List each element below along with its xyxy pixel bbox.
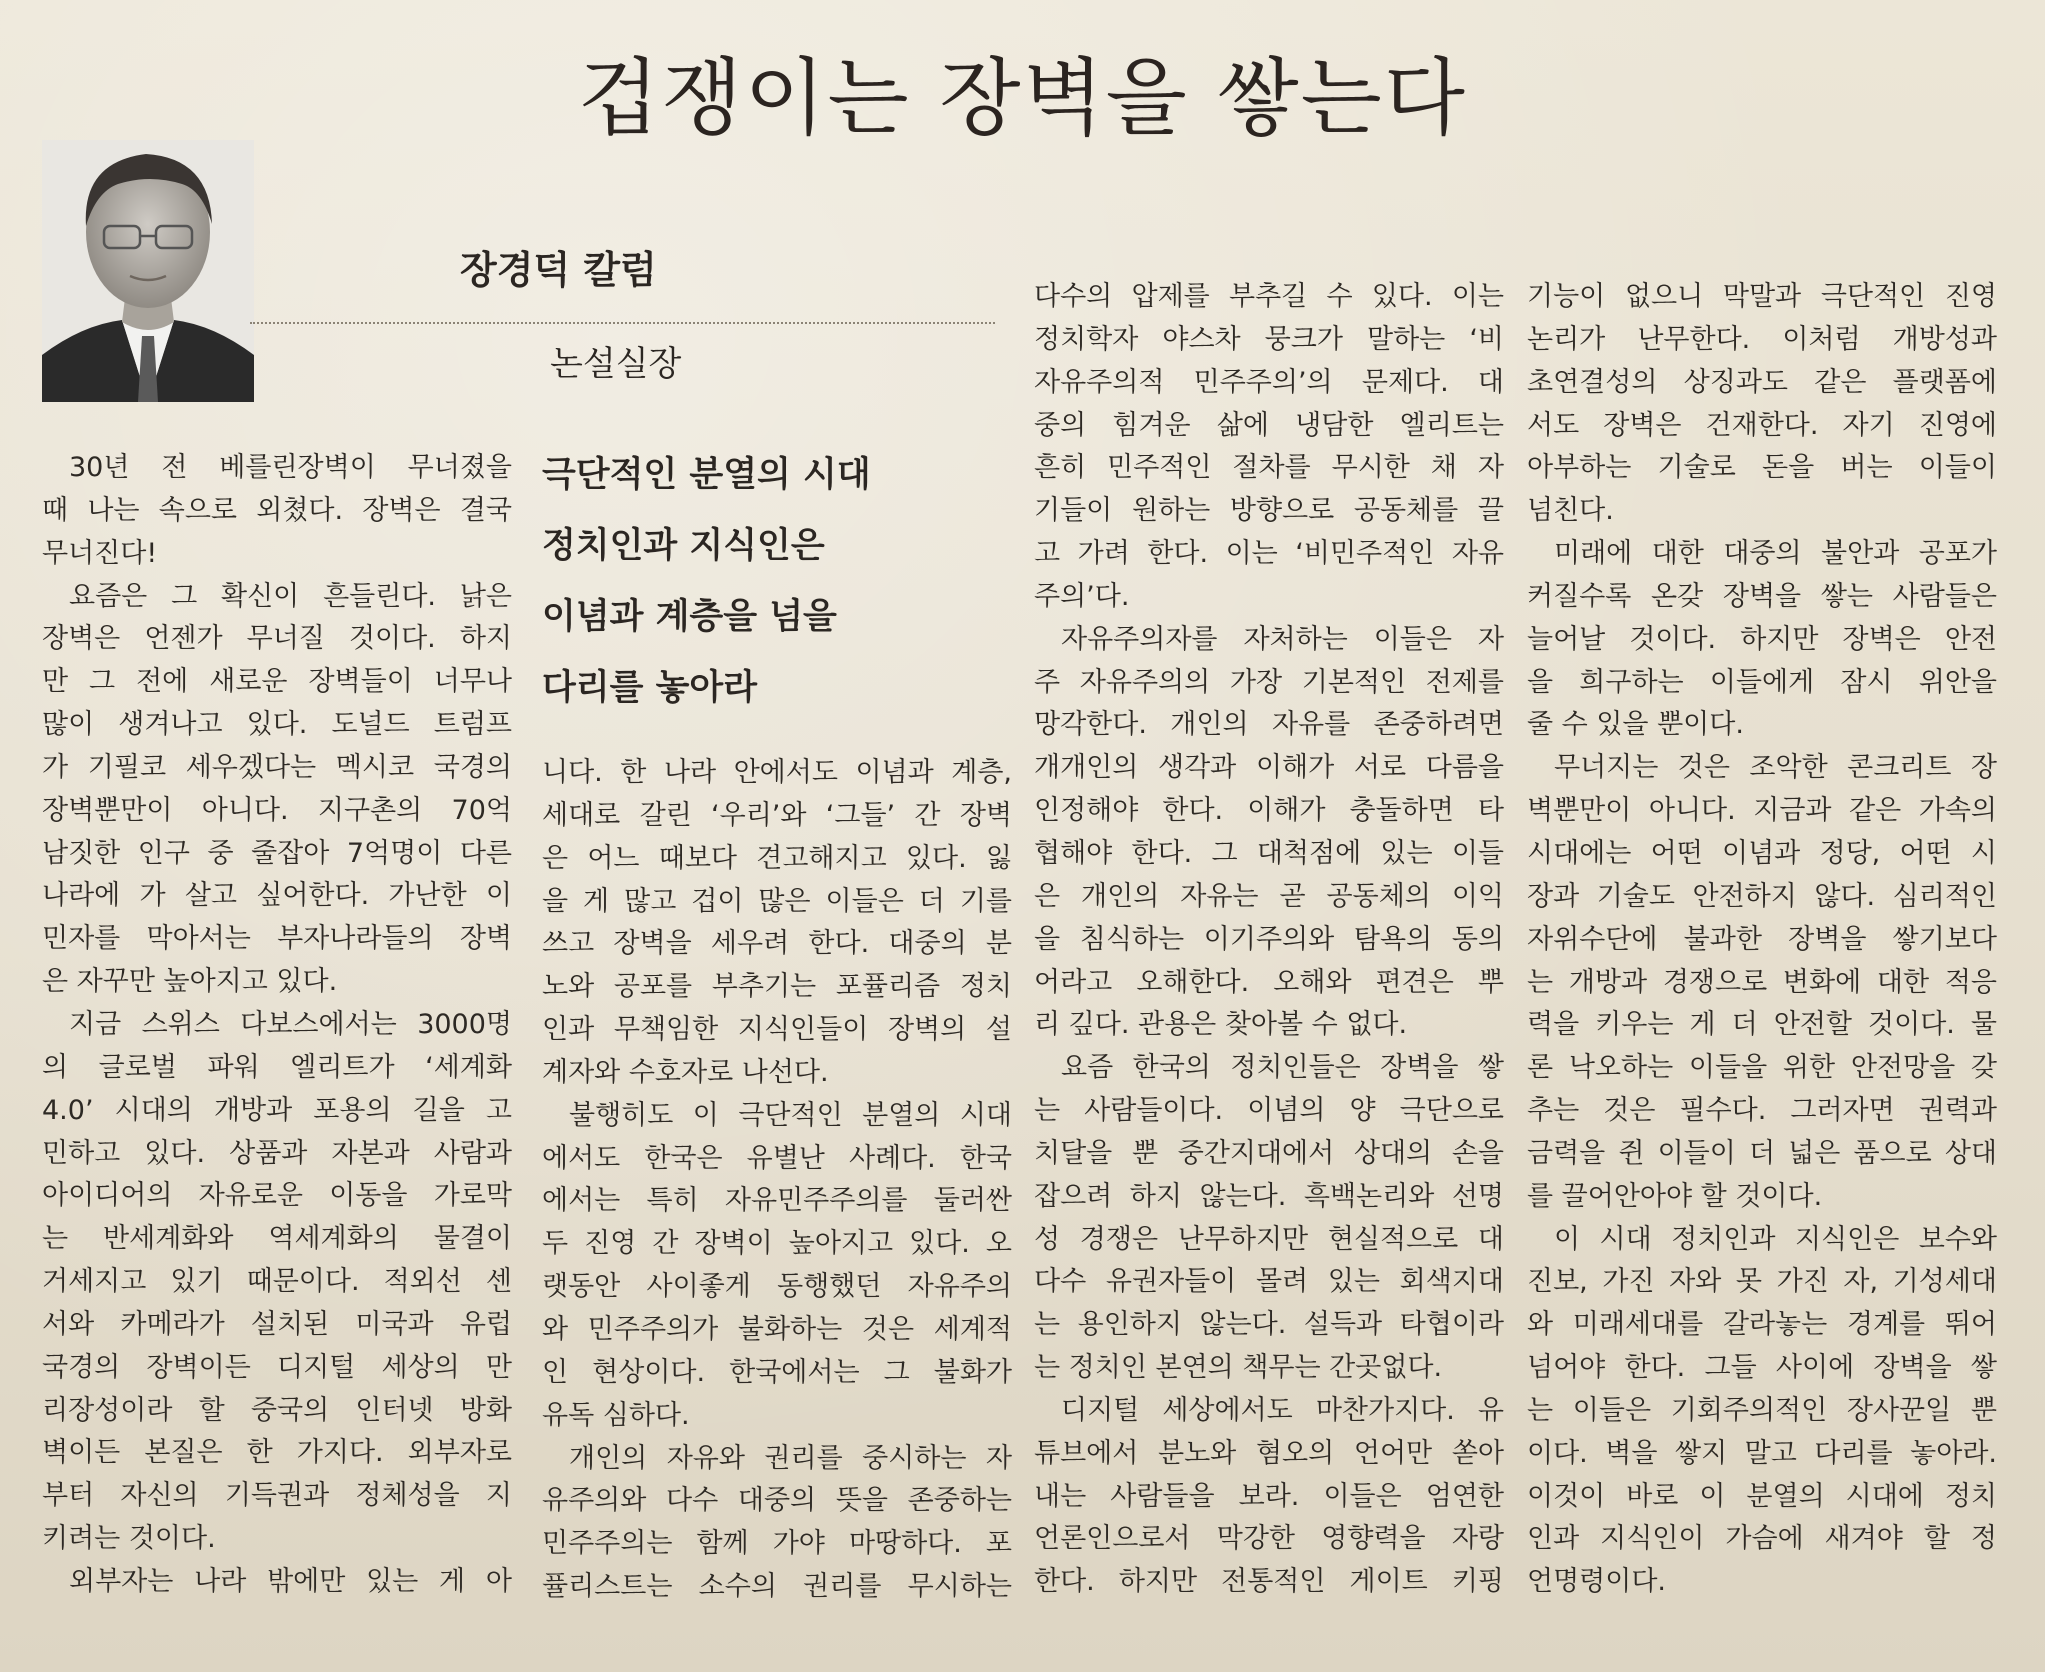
article-line	[1527, 704, 1997, 747]
article-line-text: 요즘은 그 확신이 흔들린다. 낡은	[69, 580, 512, 612]
article-line	[1527, 447, 1997, 490]
article-line	[1034, 1047, 1504, 1090]
article-line	[42, 576, 512, 619]
article-line-text: 아부하는 기술로 돈을 버는 이들이	[1527, 452, 1997, 484]
article-line	[542, 1052, 1012, 1095]
article-line-text: 에서도 한국은 유별난 사례다. 한국	[542, 1142, 1012, 1174]
article-line-text: 커질수록 온갖 장벽을 쌓는 사람들은	[1527, 580, 1997, 612]
article-line-text: 를 끌어안아야 할 것이다.	[1527, 1180, 1823, 1212]
article-line	[42, 747, 512, 790]
article-line	[1034, 876, 1504, 919]
article-line-text: 주의’다.	[1034, 580, 1130, 612]
article-line	[542, 838, 1012, 881]
article-line-text: 인정해야 한다. 이해가 충돌하면 타	[1034, 795, 1504, 827]
article-line-text: 고 가려 한다. 이는 ‘비민주적인 자유	[1034, 538, 1504, 570]
article-line	[1527, 1261, 1997, 1304]
article-line-text: 벽뿐만이 아니다. 지금과 같은 가속의	[1527, 795, 1997, 827]
article-line	[42, 1047, 512, 1090]
article-line	[42, 961, 512, 1004]
article-line-text: 금력을 쥔 이들이 더 넓은 품으로 상대	[1527, 1137, 1997, 1169]
article-line	[42, 1175, 512, 1218]
article-line	[1034, 1133, 1504, 1176]
article-line-text: 추는 것은 필수다. 그러자면 권력과	[1527, 1095, 1997, 1127]
subhead-line: 극단적인 분열의 시대	[542, 455, 871, 495]
subhead-line: 다리를 놓아라	[542, 668, 758, 708]
article-column-3	[1034, 276, 1504, 1604]
article-line	[42, 790, 512, 833]
article-line	[1034, 962, 1504, 1005]
article-line	[1034, 833, 1504, 876]
article-line-text: 불행히도 이 극단적인 분열의 시대	[569, 1099, 1012, 1131]
article-line-text: 의 글로벌 파워 엘리트가 ‘세계화	[42, 1051, 512, 1083]
article-line-text: 인과 무책임한 지식인들이 장벽의 설	[542, 1014, 1012, 1046]
article-line	[1034, 790, 1504, 833]
article-line	[1034, 319, 1504, 362]
article-line-text: 튜브에서 분노와 혐오의 언어만 쏟아	[1034, 1437, 1504, 1469]
article-line-text: 나라에 가 살고 싶어한다. 가난한 이	[42, 880, 512, 912]
dotted-divider	[250, 322, 995, 324]
article-line-text: 계자와 수호자로 나선다.	[542, 1056, 829, 1088]
subheadline	[542, 440, 992, 740]
article-line-text: 민하고 있다. 상품과 자본과 사람과	[42, 1137, 512, 1169]
article-line	[1527, 747, 1997, 790]
article-line	[542, 752, 1012, 795]
article-line	[1527, 1090, 1997, 1133]
article-line-text: 와 민주주의가 불화하는 것은 세계적	[542, 1313, 1012, 1345]
article-line-text: 초연결성의 상징과도 같은 플랫폼에	[1527, 366, 1997, 398]
article-line	[1527, 576, 1997, 619]
article-line	[42, 618, 512, 661]
article-line-text: 치달을 뿐 중간지대에서 상대의 손을	[1034, 1137, 1504, 1169]
article-line	[1034, 619, 1504, 662]
article-line	[542, 1438, 1012, 1481]
article-line-text: 4.0’ 시대의 개방과 포용의 길을 고	[42, 1094, 512, 1126]
article-line	[1034, 533, 1504, 576]
article-line-text: 민주주의는 함께 가야 마땅하다. 포	[542, 1528, 1012, 1560]
article-line	[1527, 1176, 1997, 1219]
article-line-text: 장벽은 언젠가 무너질 것이다. 하지	[42, 623, 512, 655]
article-line-text: 력을 키우는 게 더 안전할 것이다. 물	[1527, 1009, 1997, 1041]
article-line-text: 은 개인의 자유는 곧 공동체의 이익	[1034, 880, 1504, 912]
article-line	[1527, 833, 1997, 876]
article-line	[1034, 490, 1504, 533]
article-line-text: 미래에 대한 대중의 불안과 공포가	[1554, 538, 1997, 570]
article-line	[1034, 704, 1504, 747]
article-line	[542, 795, 1012, 838]
article-line-text: 줄 수 있을 뿐이다.	[1527, 709, 1744, 741]
article-line-text: 을 희구하는 이들에게 잠시 위안을	[1527, 666, 1997, 698]
article-line	[1527, 1433, 1997, 1476]
article-line	[1527, 405, 1997, 448]
article-line	[1527, 1476, 1997, 1519]
article-line	[542, 1566, 1012, 1609]
article-line	[542, 881, 1012, 924]
article-line-text: 론 낙오하는 이들을 위한 안전망을 갖	[1527, 1052, 1997, 1084]
article-line	[1527, 276, 1997, 319]
article-line-text: 디지털 세상에서도 마찬가지다. 유	[1061, 1394, 1504, 1426]
article-line	[542, 966, 1012, 1009]
article-line-text: 기들이 원하는 방향으로 공동체를 끌	[1034, 495, 1504, 527]
article-line-text: 성 경쟁은 난무하지만 현실적으로 대	[1034, 1223, 1504, 1255]
article-line	[542, 1223, 1012, 1266]
article-line	[42, 1475, 512, 1518]
article-line	[42, 1218, 512, 1261]
article-line-text: 리장성이라 할 중국의 인터넷 방화	[42, 1394, 512, 1426]
article-line	[42, 1432, 512, 1475]
article-line-text: 자유주의자를 자처하는 이들은 자	[1061, 623, 1504, 655]
article-line-text: 는 개방과 경쟁으로 변화에 대한 적응	[1527, 966, 1997, 998]
article-line	[542, 1138, 1012, 1181]
article-line	[42, 1133, 512, 1176]
article-line	[42, 661, 512, 704]
article-line	[1527, 919, 1997, 962]
article-line	[1527, 533, 1997, 576]
article-line	[1034, 1261, 1504, 1304]
article-line-text: 언명령이다.	[1527, 1566, 1666, 1598]
article-line	[42, 1390, 512, 1433]
article-line	[1527, 790, 1997, 833]
article-line-text: 는 이들은 기회주의적인 장사꾼일 뿐	[1527, 1394, 1997, 1426]
article-line	[1034, 1476, 1504, 1519]
article-line-text: 이다. 벽을 쌓지 말고 다리를 놓아라.	[1527, 1437, 1997, 1469]
article-line	[42, 1261, 512, 1304]
article-line	[1034, 1561, 1504, 1604]
article-line-text: 자위수단에 불과한 장벽을 쌓기보다	[1527, 923, 1997, 955]
article-line-text: 리 깊다. 관용은 찾아볼 수 없다.	[1034, 1009, 1408, 1041]
article-line-text: 민자를 막아서는 부자나라들의 장벽	[42, 923, 512, 955]
article-line-text: 와 미래세대를 갈라놓는 경계를 뛰어	[1527, 1309, 1997, 1341]
article-line	[1527, 362, 1997, 405]
article-line	[542, 1009, 1012, 1052]
article-line	[1527, 962, 1997, 1005]
article-line	[1034, 1433, 1504, 1476]
article-line	[1034, 362, 1504, 405]
article-line	[1527, 319, 1997, 362]
article-column-2	[542, 752, 1012, 1609]
article-line-text: 다수 유권자들이 몰려 있는 회색지대	[1034, 1266, 1504, 1298]
article-line	[1527, 1304, 1997, 1347]
article-line	[1034, 1518, 1504, 1561]
article-line	[42, 1090, 512, 1133]
article-line	[1527, 876, 1997, 919]
article-line-text: 을 침식하는 이기주의와 탐욕의 동의	[1034, 923, 1504, 955]
article-line-text: 협해야 한다. 그 대척점에 있는 이들	[1034, 837, 1504, 869]
article-line	[1034, 1090, 1504, 1133]
article-line-text: 논리가 난무한다. 이처럼 개방성과	[1527, 323, 1997, 355]
article-line	[42, 833, 512, 876]
article-line-text: 은 자꾸만 높아지고 있다.	[42, 966, 338, 998]
article-line	[1527, 490, 1997, 533]
article-line-text: 한다. 하지만 전통적인 게이트 키핑	[1034, 1566, 1504, 1598]
article-line-text: 서와 카메라가 설치된 미국과 유럽	[42, 1308, 512, 1340]
article-line	[1034, 1219, 1504, 1262]
article-line	[542, 1266, 1012, 1309]
article-line-text: 거세지고 있기 때문이다. 적외선 센	[42, 1266, 512, 1298]
article-line	[1527, 1347, 1997, 1390]
article-line	[1034, 447, 1504, 490]
article-line	[1034, 576, 1504, 619]
article-line-text: 언론인으로서 막강한 영향력을 자랑	[1034, 1523, 1504, 1555]
subhead-line: 정치인과 지식인은	[542, 526, 825, 566]
article-line	[1527, 1518, 1997, 1561]
article-line-text: 장벽뿐만이 아니다. 지구촌의 70억	[42, 794, 512, 826]
article-line	[1527, 662, 1997, 705]
article-line-text: 이 시대 정치인과 지식인은 보수와	[1554, 1223, 1997, 1255]
article-line	[1034, 1004, 1504, 1047]
article-line-text: 지금 스위스 다보스에서는 3000명	[69, 1008, 512, 1040]
article-line	[542, 1352, 1012, 1395]
article-line	[542, 1523, 1012, 1566]
article-line-text: 인과 지식인이 가슴에 새겨야 할 정	[1527, 1523, 1997, 1555]
article-line-text: 가 기필코 세우겠다는 멕시코 국경의	[42, 751, 512, 783]
article-line-text: 쓰고 장벽을 세우려 한다. 대중의 분	[542, 928, 1012, 960]
article-line	[1034, 1347, 1504, 1390]
article-line	[42, 918, 512, 961]
article-line	[42, 447, 512, 490]
article-line-text: 서도 장벽은 건재한다. 자기 진영에	[1527, 409, 1997, 441]
article-line-text: 30년 전 베를린장벽이 무너졌을	[69, 452, 512, 483]
article-line-text: 무너지는 것은 조악한 콘크리트 장	[1554, 752, 1997, 784]
article-line-text: 벽이든 본질은 한 가지다. 외부자로	[42, 1437, 512, 1469]
author-role: 논설실장	[550, 344, 682, 384]
article-line-text: 늘어날 것이다. 하지만 장벽은 안전	[1527, 623, 1997, 655]
article-line-text: 기능이 없으니 막말과 극단적인 진영	[1527, 281, 1997, 312]
article-line-text: 때 나는 속으로 외쳤다. 장벽은 결국	[42, 494, 512, 526]
article-line-text: 는 반세계화와 역세계화의 물결이	[42, 1223, 512, 1255]
article-line	[42, 1518, 512, 1561]
article-column-4	[1527, 276, 1997, 1604]
article-line-text: 부터 자신의 기득권과 정체성을 지	[42, 1480, 512, 1512]
article-line-text: 남짓한 인구 중 줄잡아 7억명이 다른	[42, 837, 512, 869]
article-line-text: 정치학자 야스차 뭉크가 말하는 ‘비	[1034, 323, 1504, 355]
article-line-text: 노와 공포를 부추기는 포퓰리즘 정치	[542, 971, 1012, 1003]
author-photo	[42, 140, 254, 402]
article-line-text: 장과 기술도 안전하지 않다. 심리적인	[1527, 880, 1997, 912]
article-line-text: 진보, 가진 자와 못 가진 자, 기성세대	[1527, 1266, 1997, 1298]
article-line	[1527, 1133, 1997, 1176]
article-line-text: 유주의와 다수 대중의 뜻을 존중하는	[542, 1485, 1012, 1517]
article-line-text: 시대에는 어떤 이념과 정당, 어떤 시	[1527, 837, 1997, 869]
column-title: 장경덕 칼럼	[460, 248, 657, 292]
article-line	[542, 1180, 1012, 1223]
article-line	[1527, 1004, 1997, 1047]
article-line-text: 는 사람들이다. 이념의 양 극단으로	[1034, 1095, 1504, 1127]
article-line	[1034, 1304, 1504, 1347]
author-portrait-image	[42, 140, 254, 402]
article-line-text: 잡으려 하지 않는다. 흑백논리와 선명	[1034, 1180, 1504, 1212]
article-line	[1527, 1561, 1997, 1604]
article-line-text: 중의 힘겨운 삶에 냉담한 엘리트는	[1034, 409, 1504, 441]
article-line-text: 무너진다!	[42, 537, 158, 569]
article-line	[542, 1095, 1012, 1138]
article-line-text: 을 게 많고 겁이 많은 이들은 더 기를	[542, 885, 1012, 917]
article-line-text: 니다. 한 나라 안에서도 이념과 계층,	[542, 757, 1012, 788]
article-line	[1527, 619, 1997, 662]
article-line	[1034, 276, 1504, 319]
article-line-text: 흔히 민주적인 절차를 무시한 채 자	[1034, 452, 1504, 484]
article-line	[1034, 662, 1504, 705]
article-line-text: 에서는 특히 자유민주주의를 둘러싼	[542, 1185, 1012, 1217]
article-line	[1034, 1390, 1504, 1433]
article-line-text: 넘어야 한다. 그들 사이에 장벽을 쌓	[1527, 1352, 1997, 1384]
article-line-text: 자유주의적 민주주의’의 문제다. 대	[1034, 366, 1504, 398]
article-line-text: 두 진영 간 장벽이 높아지고 있다. 오	[542, 1228, 1012, 1260]
article-line	[42, 1304, 512, 1347]
article-line-text: 외부자는 나라 밖에만 있는 게 아	[69, 1565, 512, 1597]
article-column-1	[42, 447, 512, 1604]
article-line-text: 요즘 한국의 정치인들은 장벽을 쌓	[1061, 1052, 1504, 1084]
article-line-text: 키려는 것이다.	[42, 1523, 216, 1555]
article-line-text: 는 정치인 본연의 책무는 간곳없다.	[1034, 1352, 1443, 1384]
article-line	[42, 704, 512, 747]
article-line	[42, 1347, 512, 1390]
article-line	[42, 875, 512, 918]
article-line	[542, 1480, 1012, 1523]
article-line	[542, 923, 1012, 966]
article-line	[542, 1395, 1012, 1438]
article-line	[1527, 1047, 1997, 1090]
article-line-text: 국경의 장벽이든 디지털 세상의 만	[42, 1351, 512, 1383]
article-line-text: 많이 생겨나고 있다. 도널드 트럼프	[42, 709, 512, 741]
article-line-text: 주 자유주의의 가장 기본적인 전제를	[1034, 666, 1504, 698]
article-line-text: 망각한다. 개인의 자유를 존중하려면	[1034, 709, 1504, 741]
article-line	[1034, 747, 1504, 790]
article-line-text: 이것이 바로 이 분열의 시대에 정치	[1527, 1480, 1997, 1512]
article-line-text: 인 현상이다. 한국에서는 그 불화가	[542, 1356, 1012, 1388]
article-line	[42, 533, 512, 576]
article-line-text: 다수의 압제를 부추길 수 있다. 이는	[1034, 281, 1504, 312]
article-line-text: 개인의 자유와 권리를 중시하는 자	[569, 1442, 1012, 1474]
article-line-text: 랫동안 사이좋게 동행했던 자유주의	[542, 1271, 1012, 1303]
article-line	[1527, 1219, 1997, 1262]
article-line	[42, 1004, 512, 1047]
article-line	[1034, 1176, 1504, 1219]
article-line-text: 어라고 오해한다. 오해와 편견은 뿌	[1034, 966, 1504, 998]
article-line-text: 만 그 전에 새로운 장벽들이 너무나	[42, 666, 512, 698]
article-line-text: 퓰리스트는 소수의 권리를 무시하는	[542, 1571, 1012, 1603]
article-line-text: 은 어느 때보다 견고해지고 있다. 잃	[542, 842, 1012, 874]
article-line-text: 는 용인하지 않는다. 설득과 타협이라	[1034, 1309, 1504, 1341]
article-line	[42, 1561, 512, 1604]
article-line-text: 세대로 갈린 ‘우리’와 ‘그들’ 간 장벽	[542, 799, 1012, 831]
article-line-text: 유독 심하다.	[542, 1399, 690, 1431]
article-line	[1034, 405, 1504, 448]
article-line-text: 내는 사람들을 보라. 이들은 엄연한	[1034, 1480, 1504, 1512]
article-line-text: 개개인의 생각과 이해가 서로 다름을	[1034, 752, 1504, 784]
subhead-line: 이념과 계층을 넘을	[542, 597, 837, 637]
headline: 겁쟁이는 장벽을 쌓는다	[578, 49, 1467, 147]
article-line	[1527, 1390, 1997, 1433]
article-line-text: 아이디어의 자유로운 이동을 가로막	[42, 1180, 512, 1212]
article-line-text: 넘친다.	[1527, 495, 1614, 527]
article-line	[1034, 919, 1504, 962]
article-line	[42, 490, 512, 533]
article-line	[542, 1309, 1012, 1352]
